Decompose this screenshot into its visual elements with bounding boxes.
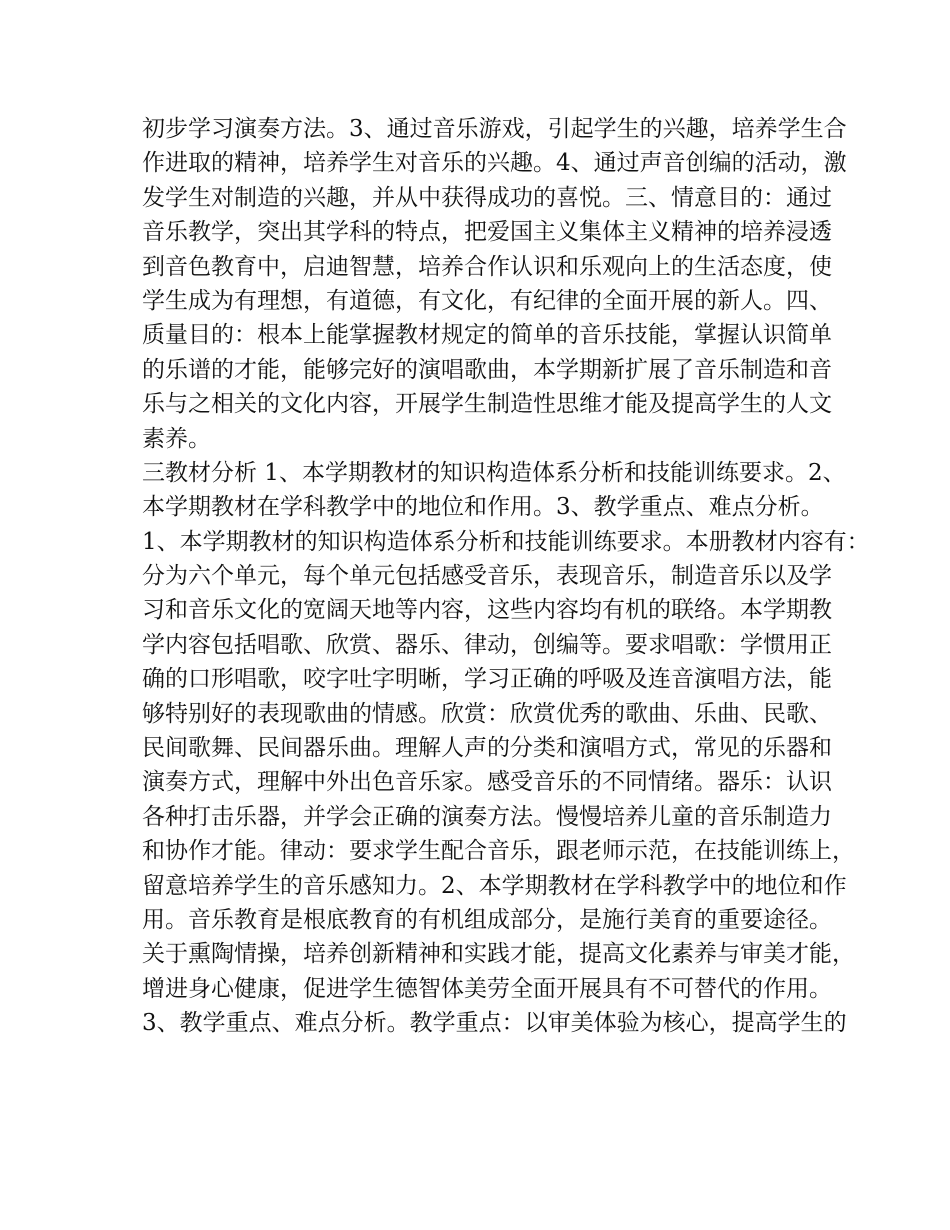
text-line: 分为六个单元，每个单元包括感受音乐，表现音乐，制造音乐以及学 (142, 563, 832, 590)
text-line: 习和音乐文化的宽阔天地等内容，这些内容均有机的联络。本学期教 (142, 597, 832, 624)
text-line: 各种打击乐器，并学会正确的演奏方法。慢慢培养儿童的音乐制造力 (142, 803, 832, 830)
text-line: 民间歌舞、民间器乐曲。理解人声的分类和演唱方式，常见的乐器和 (142, 735, 832, 762)
text-line: 作进取的精神，培养学生对音乐的兴趣。4、通过声音创编的活动，激 (142, 150, 847, 177)
text-line: 到音色教育中，启迪智慧，培养合作认识和乐观向上的生活态度，使 (142, 253, 832, 280)
text-line: 增进身心健康，促进学生德智体美劳全面开展具有不可替代的作用。 (142, 975, 832, 1002)
section-heading-line: 三教材分析 1、本学期教材的知识构造体系分析和技能训练要求。2、 (142, 459, 846, 486)
text-line: 用。音乐教育是根底教育的有机组成部分，是施行美育的重要途径。 (142, 906, 832, 933)
text-line: 音乐教学，突出其学科的特点，把爱国主义集体主义精神的培养浸透 (142, 219, 832, 246)
text-line: 发学生对制造的兴趣，并从中获得成功的喜悦。三、情意目的：通过 (142, 184, 832, 211)
text-line: 演奏方式，理解中外出色音乐家。感受音乐的不同情绪。器乐：认识 (142, 769, 832, 796)
text-line: 3、教学重点、难点分析。教学重点：以审美体验为核心，提高学生的 (142, 1010, 847, 1037)
text-line: 的乐谱的才能，能够完好的演唱歌曲，本学期新扩展了音乐制造和音 (142, 356, 832, 383)
text-line: 够特别好的表现歌曲的情感。欣赏：欣赏优秀的歌曲、乐曲、民歌、 (142, 700, 832, 727)
text-line: 确的口形唱歌，咬字吐字明晰，学习正确的呼吸及连音演唱方法，能 (142, 666, 832, 693)
body-text (142, 112, 870, 1041)
text-line: 留意培养学生的音乐感知力。2、本学期教材在学科教学中的地位和作 (142, 872, 847, 899)
text-line: 关于熏陶情操，培养创新精神和实践才能，提高文化素养与审美才能， (142, 941, 855, 968)
text-line: 乐与之相关的文化内容，开展学生制造性思维才能及提高学生的人文 (142, 391, 832, 418)
text-line: 素养。 (142, 425, 211, 452)
text-line: 学生成为有理想，有道德，有文化，有纪律的全面开展的新人。四、 (142, 287, 832, 314)
text-line: 质量目的：根本上能掌握教材规定的简单的音乐技能，掌握认识简单 (142, 322, 832, 349)
text-line: 本学期教材在学科教学中的地位和作用。3、教学重点、难点分析。 (142, 494, 824, 521)
text-line: 1、本学期教材的知识构造体系分析和技能训练要求。本册教材内容有： (142, 528, 870, 555)
text-line: 和协作才能。律动：要求学生配合音乐，跟老师示范，在技能训练上， (142, 838, 855, 865)
text-line: 初步学习演奏方法。3、通过音乐游戏，引起学生的兴趣，培养学生合 (142, 116, 847, 142)
text-line: 学内容包括唱歌、欣赏、器乐、律动，创编等。要求唱歌：学惯用正 (142, 631, 832, 658)
